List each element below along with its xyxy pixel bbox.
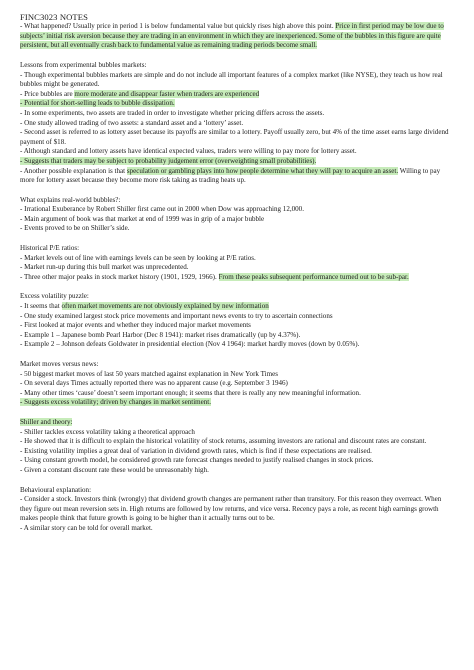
bullet-line xyxy=(20,273,454,283)
line-text: - 50 biggest market moves of last 50 years matched against explanation in New York Times xyxy=(20,369,278,378)
bullet-line xyxy=(20,331,454,341)
bullet-line xyxy=(20,109,454,119)
section-heading-text: Excess volatility puzzle: xyxy=(20,292,89,301)
highlighted-text: often market movements are not obviously explained by new information xyxy=(61,302,269,311)
bullet-line xyxy=(20,128,454,147)
bullet-line xyxy=(20,447,454,457)
bullet-line xyxy=(20,254,454,264)
line-text: - He showed that it is difficult to explain the historical volatility of stock returns, assuming investors are rational and discount rates are constant. xyxy=(20,437,427,446)
line-text: - On several days Times actually reported there was no apparent cause (e.g. September 3 1946) xyxy=(20,379,288,388)
section-heading-text: Lessons from experimental bubbles markets: xyxy=(20,60,147,69)
line-text: - Example 2 – Johnson defeats Goldwater in presidential election (Nov 4 1964): market hardly moves (down by 0.05%). xyxy=(20,340,360,349)
line-text: - Though experimental bubbles markets are simple and do not include all important features of a complex market (like NYSE), they teach us how real bubbles might be generated. xyxy=(20,70,443,89)
highlighted-text: - Potential for short-selling leads to bubble dissipation. xyxy=(20,99,175,108)
bullet-line xyxy=(20,147,454,157)
line-text: - What happened? Usually price in period 1 is below fundamental value but quickly rises high above this point. xyxy=(20,22,336,31)
line-text: - Many other times ‘cause’ doesn’t seem important enough; it seems that there is really any new meaningful information. xyxy=(20,388,361,397)
line-text: - Existing volatility implies a great deal of variation in dividend growth rates, which is find if these expectations are realised. xyxy=(20,446,372,455)
bullet-line xyxy=(20,119,454,129)
highlighted-text: From these peaks subsequent performance turned out to be sub-par. xyxy=(218,272,409,281)
line-text: - Using constant growth model, he considered growth rate forecast changes needed to justify realised changes in stock prices. xyxy=(20,456,374,465)
line-text: - A similar story can be told for overall market. xyxy=(20,523,153,532)
section-heading-text: Market moves versus news: xyxy=(20,360,99,369)
section xyxy=(20,292,454,350)
bullet-line xyxy=(20,340,454,350)
highlighted-text: more moderate and disappear faster when traders are experienced xyxy=(74,89,260,98)
bullet-line xyxy=(20,370,454,380)
line-text: - Events proved to be on Shiller’s side. xyxy=(20,224,130,233)
bullet-line xyxy=(20,466,454,476)
highlighted-text: - Suggests that traders may be subject to probability judgement error (overweighting small probabilities). xyxy=(20,156,317,165)
line-text: - Example 1 – Japanese bomb Pearl Harbor (Dec 8 1941): market rises dramatically (up by 4.37%). xyxy=(20,330,301,339)
line-text: - First looked at major events and whether they induced major market movements xyxy=(20,321,251,330)
line-text: - Second asset is referred to as lottery asset because its payoffs are similar to a lottery. Payoff usually zero, but 4% of the time asset earns large dividend payment of $18. xyxy=(20,128,449,146)
line-text: - Market run-up during this bull market was unprecedented. xyxy=(20,263,189,272)
section-heading xyxy=(20,486,454,496)
bullet-line xyxy=(20,437,454,447)
line-text: - One study allowed trading of two assets: a standard asset and a ‘lottery’ asset. xyxy=(20,118,244,127)
bullet-line xyxy=(20,71,454,90)
section-heading xyxy=(20,292,454,302)
bullet-line xyxy=(20,524,454,534)
document-body xyxy=(20,22,454,533)
bullet-line xyxy=(20,90,454,100)
bullet-line xyxy=(20,263,454,273)
highlighted-text: Price in first period may be low due to subjects’ initial risk aversion because they are trading in an environment in which they are inexperienced. Some of the bubbles in this figure are quite persistent, but all eventually crash back to fundamental value as remaining trading periods become small. xyxy=(20,22,444,50)
section-heading xyxy=(20,61,454,71)
bullet-line xyxy=(20,205,454,215)
bullet-line xyxy=(20,167,454,186)
bullet-line xyxy=(20,157,454,167)
section xyxy=(20,418,454,476)
document-title: FINC3023 NOTES xyxy=(20,12,89,22)
bullet-line xyxy=(20,379,454,389)
bullet-line xyxy=(20,398,454,408)
bullet-line xyxy=(20,312,454,322)
section xyxy=(20,22,454,51)
line-text: Willing to pay more for lottery asset because they become more risk taking as trading heats up. xyxy=(20,166,441,185)
section-heading xyxy=(20,360,454,370)
section xyxy=(20,61,454,186)
line-text: - Although standard and lottery assets have identical expected values, traders were willing to pay more for lottery asset. xyxy=(20,147,357,156)
bullet-line xyxy=(20,428,454,438)
bullet-line xyxy=(20,215,454,225)
bullet-line xyxy=(20,302,454,312)
bullet-line xyxy=(20,456,454,466)
bullet-line xyxy=(20,389,454,399)
section-heading-text: What explains real-world bubbles?: xyxy=(20,195,121,204)
bullet-line xyxy=(20,495,454,524)
section-heading-text: Historical P/E ratios: xyxy=(20,244,80,253)
section-heading-text: Behavioural explanation: xyxy=(20,485,92,494)
line-text: - Main argument of book was that market at end of 1999 was in grip of a major bubble xyxy=(20,214,265,223)
bullet-line xyxy=(20,22,454,51)
section xyxy=(20,360,454,408)
bullet-line xyxy=(20,321,454,331)
section-heading xyxy=(20,196,454,206)
line-text: - Irrational Exuberance by Robert Shiller first came out in 2000 when Dow was approaching 12,000. xyxy=(20,205,304,214)
line-text: - Another possible explanation is that xyxy=(20,166,127,175)
line-text: - In some experiments, two assets are traded in order to investigate whether pricing differs across the assets. xyxy=(20,108,325,117)
line-text: - Market levels out of line with earnings levels can be seen by looking at P/E ratios. xyxy=(20,253,256,262)
line-text: - Price bubbles are xyxy=(20,89,75,98)
line-text: - Three other major peaks in stock market history (1901, 1929, 1966). xyxy=(20,272,219,281)
line-text: - One study examined largest stock price movements and important news events to try to ascertain connections xyxy=(20,311,333,320)
bullet-line xyxy=(20,99,454,109)
section-heading xyxy=(20,244,454,254)
highlighted-text: speculation or gambling plays into how people determine what they will pay to acquire an asset. xyxy=(126,166,399,175)
section-heading xyxy=(20,418,454,428)
section xyxy=(20,244,454,282)
highlighted-text: - Suggests excess volatility; driven by changes in market sentiment. xyxy=(20,398,212,407)
line-text: - Shiller tackles excess volatility taking a theoretical approach xyxy=(20,427,195,436)
bullet-line xyxy=(20,224,454,234)
line-text: - Given a constant discount rate these would be unreasonably high. xyxy=(20,465,209,474)
line-text: - Consider a stock. Investors think (wrongly) that dividend growth changes are permanent rather than transitory. For this reason they overreact. When they figure out mean reversion sets in. High returns are followed by low returns, and vice versa. Recency pays a role, as recent high earnings growth makes people think that future growth is going to be higher than it actually turns out to be. xyxy=(20,495,442,523)
line-text: - It seems that xyxy=(20,302,62,311)
section-heading-text: Shiller and theory: xyxy=(20,417,73,426)
section xyxy=(20,486,454,534)
section xyxy=(20,196,454,234)
